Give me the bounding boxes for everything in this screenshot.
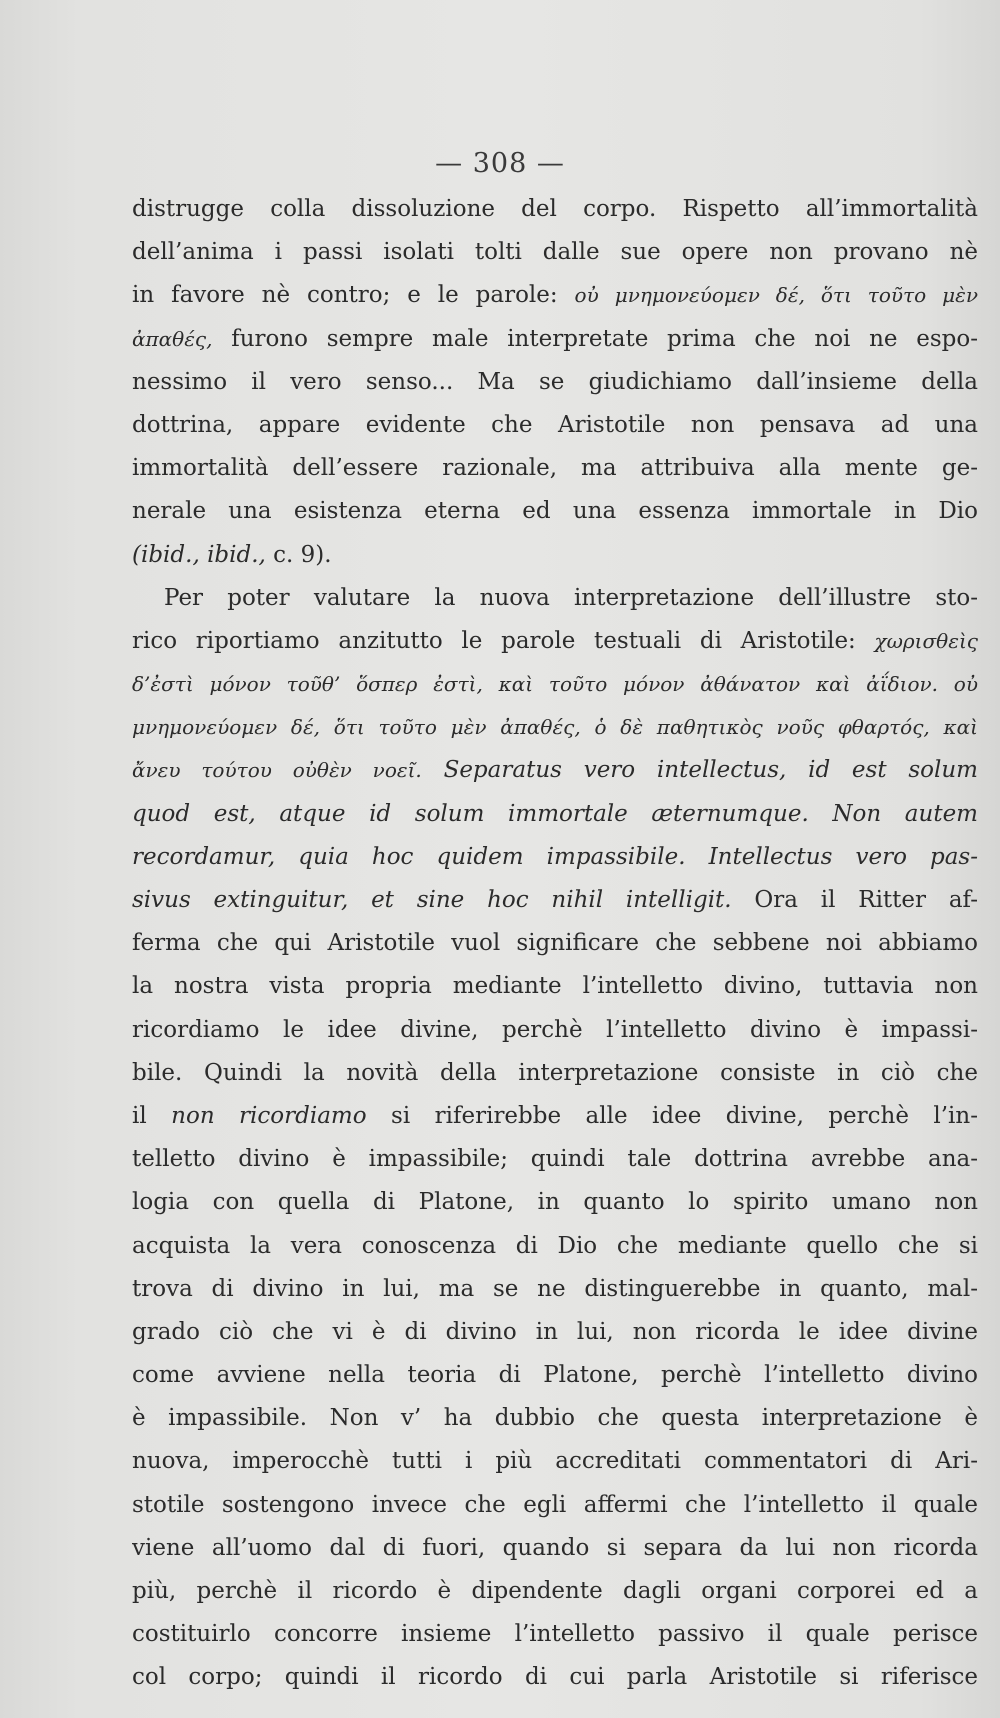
text-line [132,1138,978,1181]
text-line [132,361,978,404]
text-line [132,1397,978,1440]
text-line [132,1225,978,1268]
text-line [132,1311,978,1354]
text-segment: logia con quella di Platone, in quanto lo spirito umano non [132,1189,978,1216]
text-segment: il [132,1102,172,1129]
text-segment: la nostra vista propria mediante l’intelletto divino, tuttavia non [132,973,978,1000]
text-segment: ferma che qui Aristotile vuol significare che sebbene noi abbiamo [132,930,978,957]
text-segment: grado ciò che vi è di divino in lui, non ricorda le idee divine [132,1318,978,1345]
italic-text: recordamur, quia hoc quidem impassibile. Intellectus vero pas- [132,843,978,870]
text-line [132,1613,978,1656]
text-line [132,1570,978,1613]
italic-text: sivus extinguitur, et sine hoc nihil intelligit. [132,887,732,913]
text-segment: viene all’uomo dal di fuori, quando si separa da lui non ricorda [132,1534,978,1561]
text-line [132,274,978,317]
text-line [132,534,978,577]
text-segment: col corpo; quindi il ricordo di cui parla Aristotile si riferisce [132,1664,978,1691]
text-segment: trova di divino in lui, ma se ne distinguerebbe in quanto, mal- [132,1275,978,1302]
greek-text: οὐ μνημονεύομεν δέ, ὅτι τοῦτο μὲν [574,283,978,308]
greek-text: ἀπαθές, [132,326,213,351]
text-segment: distrugge colla dissoluzione del corpo. Rispetto all’immortalità [132,196,978,222]
italic-text: Separatus vero intellectus, id est solum [421,757,978,784]
greek-text: ἄνευ τούτου οὐθὲν νοεῖ. [132,758,422,783]
text-line [132,1095,978,1138]
text-segment: nerale una esistenza eterna ed una essenza immortale in Dio [132,498,978,525]
text-line [132,447,978,490]
text-line [132,1354,978,1397]
text-segment: nessimo il vero senso... Ma se giudichiamo dall’insieme della [132,368,978,395]
text-line [132,1440,978,1483]
text-segment: furono sempre male interpretate prima che noi ne espo- [212,325,978,352]
text-segment: si riferirebbe alle idee divine, perchè l’in- [366,1102,978,1129]
text-line [132,879,978,922]
text-segment: c. 9). [265,541,332,568]
text-segment: nuova, imperocchè tutti i più accreditati commentatori di Ari- [132,1448,978,1475]
text-line [132,1009,978,1052]
text-segment: costituirlo concorre insieme l’intelletto passivo il quale perisce [132,1621,978,1648]
text-line [132,231,978,274]
text-line [132,1484,978,1527]
text-segment: in favore nè contro; e le parole: [132,282,575,309]
text-line [132,318,978,361]
text-segment: più, perchè il ricordo è dipendente dagli organi corporei ed a [132,1578,978,1604]
text-line [132,1527,978,1570]
text-segment: Ora il Ritter af- [731,887,978,913]
text-line [132,620,978,663]
body-text [132,188,978,1700]
text-line [132,749,978,792]
text-segment: ricordiamo le idee divine, perchè l’intelletto divino è impassi- [132,1016,978,1043]
italic-text: non ricordiamo [171,1102,367,1129]
text-line [132,1268,978,1311]
text-line [132,836,978,879]
text-segment: dottrina, appare evidente che Aristotile non pensava ad una [132,411,978,438]
text-segment: immortalità dell’essere razionale, ma attribuiva alla mente ge- [132,455,978,482]
text-segment: bile. Quindi la novità della interpretazione consiste in ciò che [132,1059,978,1086]
text-line [132,1052,978,1095]
text-segment: telletto divino è impassibile; quindi tale dottrina avrebbe ana- [132,1146,978,1173]
text-line [132,1656,978,1699]
text-segment: rico riportiamo anzitutto le parole testuali di Aristotile: [132,627,875,654]
text-line [132,922,978,965]
text-segment: acquista la vera conoscenza di Dio che mediante quello che si [132,1232,978,1259]
greek-text: μνημονεύομεν δέ, ὅτι τοῦτο μὲν ἀπαθές, ὁ δὲ παθητικὸς νοῦς φθαρτός, καὶ [132,715,978,740]
greek-text: χωρισθεὶς [874,628,978,653]
text-line [132,663,978,706]
text-segment: Per poter valutare la nuova interpretazione dell’illustre sto- [164,584,978,611]
page-number: — 308 — [435,148,565,179]
text-line [132,1181,978,1224]
text-line [132,577,978,620]
text-segment: è impassibile. Non v’ ha dubbio che questa interpretazione è [132,1405,978,1432]
italic-text: (ibid., ibid., [132,541,266,568]
italic-text: quod est, atque id solum immortale æternumque. Non autem [132,800,978,827]
text-line [132,188,978,231]
text-segment: come avviene nella teoria di Platone, perchè l’intelletto divino [132,1362,978,1389]
text-line [132,404,978,447]
greek-text: δ’ἐστὶ μόνον τοῦθ’ ὅσπερ ἐστὶ, καὶ τοῦτο μόνον ἀθάνατον καὶ ἀΐδιον. οὐ [132,672,978,697]
text-segment: dell’anima i passi isolati tolti dalle sue opere non provano nè [132,239,978,266]
text-segment: stotile sostengono invece che egli affermi che l’intelletto il quale [132,1491,978,1518]
text-line [132,793,978,836]
text-line [132,490,978,533]
text-line [132,706,978,749]
text-line [132,965,978,1008]
